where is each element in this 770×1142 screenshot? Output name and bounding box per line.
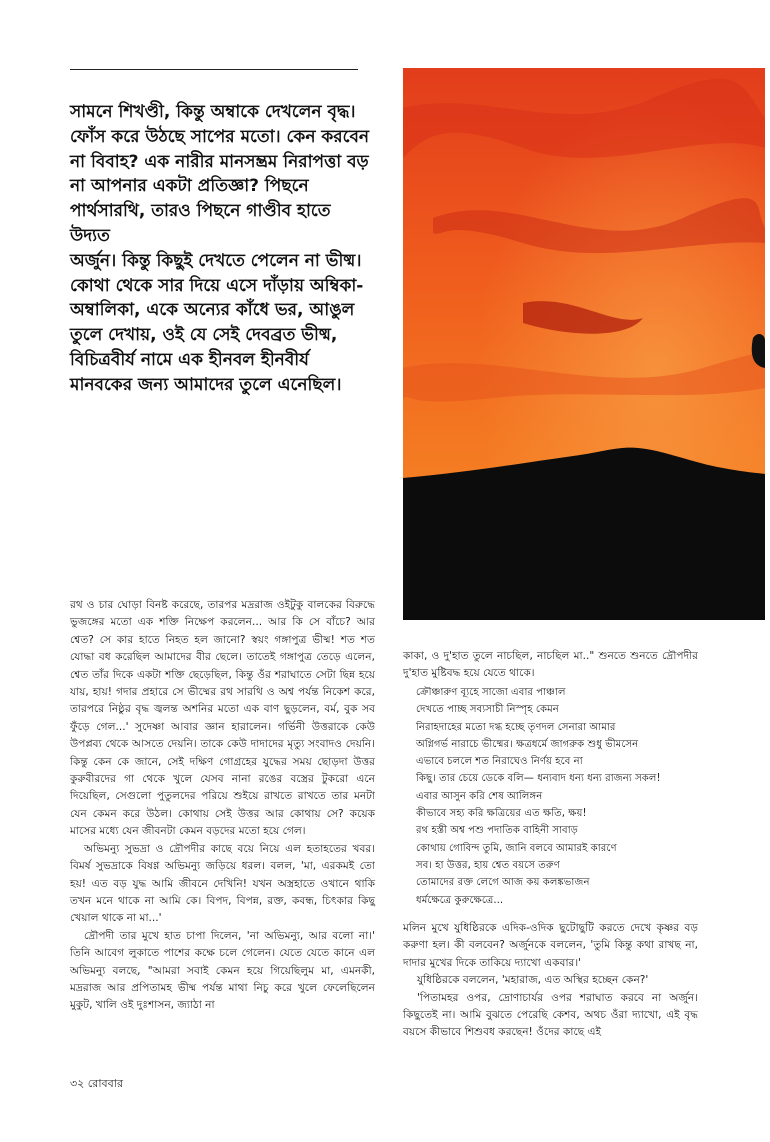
- verse-line: কিছু। তার চেয়ে ডেকে বলি— ধন্যবাদ ধন্য ধন্য রাজন্য সকল!: [416, 773, 661, 785]
- verse-line: ক্রৌঞ্চারুণ ব্যূহে সাজো এবার পাঞ্চাল: [416, 687, 566, 698]
- pull-quote-line: মানবকের জন্য আমাদের তুলে এনেছিল।: [70, 374, 342, 395]
- body-paragraph: যুধিষ্ঠিরকে বললেন, 'মহারাজ, এত অস্থির হচ্ছেন কেন?': [417, 974, 649, 987]
- left-column: [70, 597, 375, 1015]
- verse-block: [416, 684, 706, 909]
- verse-line: এবার আসুন করি শেষ আলিঙ্গন: [416, 790, 543, 802]
- body-paragraph: মলিন মুখে যুধিষ্ঠিরকে এদিক-ওদিক ছুটোছুটি করতে দেখে কৃষ্ণর বড় করুণা হল। কী বলবেন? অর্জুনকে বললেন, 'তুমি কিন্তু কথা রাখছ না, দাদার মুখের দিকে তাকিয়ে দ্যাখো একবার।': [403, 922, 698, 969]
- body-paragraph: রথ ও চার ঘোড়া বিনষ্ট করেছে, তারপর মদ্ররাজ ওইটুকু বালকের বিরুদ্ধে ভুজঙ্গের মতো এক শক্তি নিক্ষেপ করলেন... আর কি সে বাঁচে? আর শ্বেত? সে কার হাতে নিহত হল জানো? স্বয়ং গঙ্গাপুত্র ভীষ্ম! শত শত যোদ্ধা বধ করেছিল আমাদের বীর ছেলে। তাতেই গঙ্গাপুত্র তেড়ে এলেন, শ্বেত তাঁর দিকে একটা শক্তি ছেড়েছিল, কিন্তু ওঁর শরাঘাতে সেটা ছিন্ন হয়ে যায়, হায়! গদার প্রহারে সে ভীষ্মের রথ সারথি ও অশ্ব পর্যন্ত নিকেশ করে, তারপরে নিষ্ঠুর বৃদ্ধ জ্বলন্ত অশনির মতো এক বাণ ছুড়লেন, বর্ম, বুক সব ফুঁড়ে গেল...' সুদেষ্ণা আবার জ্ঞান হারালেন। গর্ভিনী উত্তরাকে কেউ উপপ্লব্য থেকে আসতে দেয়নি। তাকে কেউ দাদাদের মৃত্যু সংবাদও দেয়নি। কিন্তু কেন কে জানে, সেই দক্ষিণ গোগ্রহের যুদ্ধের সময় ছোড়দা উত্তর কুরুবীরদের গা থেকে খুলে যেসব নানা রঙের বস্ত্রের টুকরো এনে দিয়েছিল, সেগুলো পুতুলদের পরিয়ে শুইয়ে রাখতে রাখতে তার মনটা যেন কেমন করে উঠল। কোথায় সেই উত্তর আর কোথায় সে? কয়েক মাসের মধ্যে যেন জীবনটা কেমন বড়দের মতো হয়ে গেল।: [70, 599, 375, 838]
- pull-quote: [70, 100, 375, 398]
- pull-quote-line: তুলে দেখায়, ওই যে সেই দেবব্রত ভীষ্ম,: [70, 325, 338, 346]
- pull-quote-line: ফোঁস করে উঠছে সাপের মতো। কেন করবেন: [70, 126, 370, 147]
- top-rule: [70, 69, 358, 70]
- verse-line: নিরাহদাহের মতো দগ্ধ হচ্ছে তৃণদল সেনারা আমার: [416, 721, 616, 733]
- verse-line: তোমাদের রক্ত লেগে আজ কয় কলঙ্কভাজন: [416, 877, 590, 889]
- verse-line: এভাবে চললে শত নিরাঘেও নির্ণয় হবে না: [416, 756, 583, 768]
- body-paragraph: কাকা, ও দু'হাত তুলে নাচছিল, নাচছিল মা.." শুনতে শুনতে দ্রৌপদীর দু'হাত মুষ্টিবদ্ধ হয়ে যেতে থাকে।: [403, 650, 698, 680]
- body-paragraph: অভিমন্যু সুভদ্রা ও দ্রৌপদীর কাছে বয়ে নিয়ে এল হতাহতের খবর। বিমর্ষ সুভদ্রাকে বিষণ্ণ অভিমন্যু জড়িয়ে ধরল। বলল, 'মা, এরকমই তো হয়! এত বড় যুদ্ধ আমি জীবনে দেখিনি! যখন অস্ত্রহাতে ওখানে থাকি তখন মনে থাকে না আমি কে। বিপদ, বিপন্ন, রক্ত, কবন্ধ, চিৎকার কিছু খেয়াল থাকে না মা...': [70, 842, 375, 925]
- verse-line: কীভাবে সহ্য করি ক্ষত্রিয়ের এত ক্ষতি, ক্ষয়!: [416, 808, 587, 820]
- page-folio: ৩২ রোববার: [70, 1077, 123, 1090]
- verse-line: সব। হা উত্তর, হায় শ্বেত বয়সে তরুণ: [416, 859, 560, 871]
- verse-line: দেখতে পাচ্ছ সব্যসাচী নিস্পৃহ কেমন: [416, 704, 559, 716]
- pull-quote-line: পার্থসারথি, তারও পিছনে গাণ্ডীব হাতে উদ্যত: [70, 201, 331, 246]
- pull-quote-line: বিচিত্রবীর্য নামে এক হীনবল হীনবীর্য: [70, 349, 309, 370]
- verse-line: ধর্মক্ষেত্রে কুরুক্ষেত্রে...: [416, 894, 504, 906]
- pull-quote-line: না বিবাহ? এক নারীর মানসম্ভ্রম নিরাপত্তা বড়: [70, 151, 369, 172]
- pull-quote-line: সামনে শিখণ্ডী, কিন্তু অম্বাকে দেখলেন বৃদ্ধ।: [70, 102, 356, 122]
- right-column-intro: [403, 648, 698, 683]
- verse-line: অগ্নিগর্ভ নারাচে ভীষ্মের। ক্ষত্রধর্মে জাগরুক শুধু ভীমসেন: [416, 738, 639, 750]
- verse-line: কোথায় গোবিন্দ তুমি, জানি বলবে আমারই কারণে: [416, 842, 617, 854]
- pull-quote-line: না আপনার একটা প্রতিজ্ঞা? পিছনে: [70, 176, 309, 197]
- sunset-painting: [403, 68, 765, 620]
- body-paragraph: দ্রৌপদী তার মুখে হাত চাপা দিলেন, 'না অভিমন্যু, আর বলো না।' তিনি আবেগ লুকাতে পাশের কক্ষে চলে গেলেন। যেতে যেতে কানে এল অভিমন্যু বলছে, "আমরা সবাই কেমন হয়ে গিয়েছিলুম মা, এমনকী, মদ্ররাজ আর প্রপিতামহ ভীষ্ম পর্যন্ত মাথা নিচু করে খুলে ফেলেছিলেন মুকুট, খালি ওই দুঃশাসন, জ্যাঠা না: [70, 929, 375, 1012]
- pull-quote-line: অম্বালিকা, একে অন্যের কাঁধে ভর, আঙুল: [70, 300, 355, 321]
- pull-quote-line: কোথা থেকে সার দিয়ে এসে দাঁড়ায় অম্বিকা-: [70, 275, 364, 296]
- verse-line: রথ হস্তী অশ্ব পশু পদাতিক বাহিনী সাবাড়: [416, 825, 578, 837]
- pull-quote-line: অর্জুন। কিন্তু কিছুই দেখতে পেলেন না ভীষ্ম।: [70, 250, 362, 271]
- right-column-body: [403, 920, 698, 1042]
- body-paragraph: 'পিতামহর ওপর, দ্রোণাচার্যর ওপর শরাঘাত করবে না অর্জুন। কিছুতেই না। আমি বুঝতে পেরেছি কেশব, অথচ ওঁরা দ্যাখো, এই বৃদ্ধ বয়সে কীভাবে শিশুবধ করছেন! ওঁদের কাছে এই: [403, 991, 698, 1039]
